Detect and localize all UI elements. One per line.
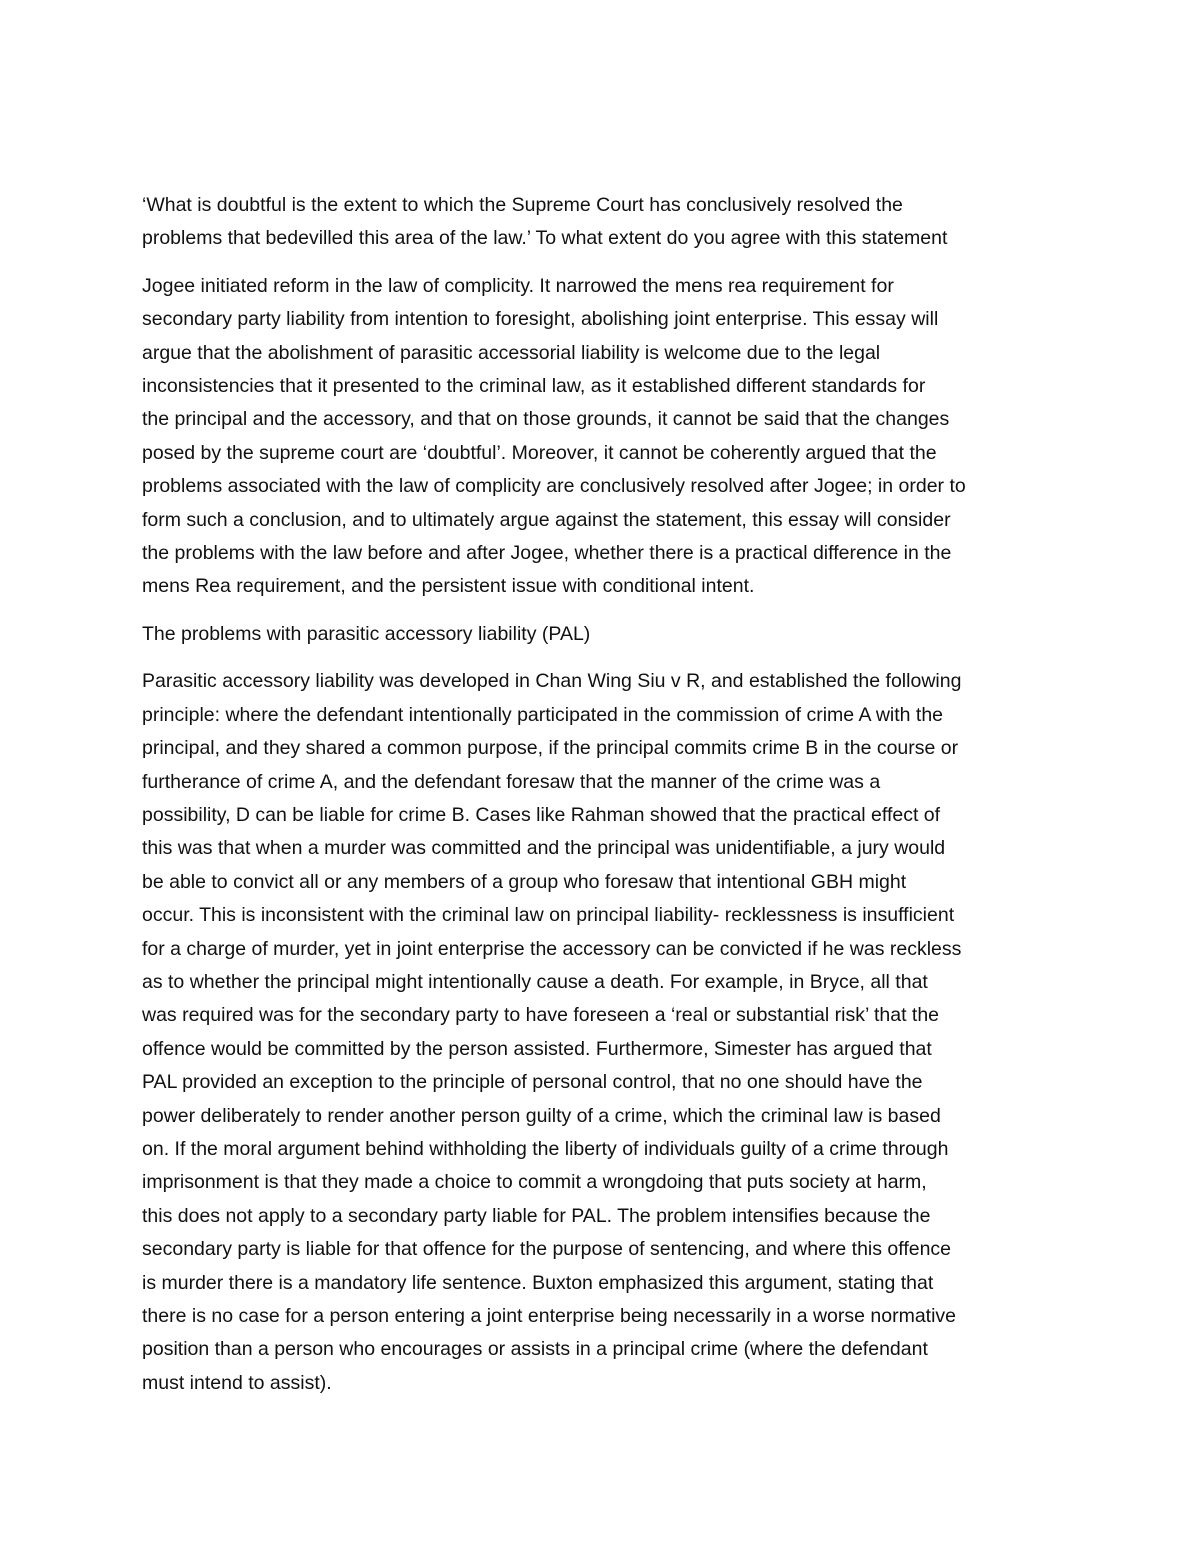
text-line: position than a person who encourages or assists in a principal crime (where the defendant xyxy=(142,1338,928,1361)
text-line: this was that when a murder was committed and the principal was unidentifiable, a jury would xyxy=(142,837,946,860)
text-line: offence would be committed by the person assisted. Furthermore, Simester has argued that xyxy=(142,1037,932,1060)
text-line: argue that the abolishment of parasitic accessorial liability is welcome due to the legal xyxy=(142,341,881,364)
text-line: as to whether the principal might intentionally cause a death. For example, in Bryce, all that xyxy=(142,970,928,993)
text-line: this does not apply to a secondary party liable for PAL. The problem intensifies because the xyxy=(142,1204,931,1227)
text-line: PAL provided an exception to the principle of personal control, that no one should have the xyxy=(142,1071,923,1094)
text-line: power deliberately to render another person guilty of a crime, which the criminal law is based xyxy=(142,1104,941,1127)
document-body xyxy=(142,189,1067,1414)
text-line: imprisonment is that they made a choice to commit a wrongdoing that puts society at harm, xyxy=(142,1171,927,1194)
text-line: Jogee initiated reform in the law of complicity. It narrowed the mens rea requirement for xyxy=(142,274,894,297)
text-line: occur. This is inconsistent with the criminal law on principal liability- recklessness is insufficient xyxy=(142,904,955,927)
text-line: ‘What is doubtful is the extent to which the Supreme Court has conclusively resolved the xyxy=(142,194,903,216)
text-line: secondary party liability from intention to foresight, abolishing joint enterprise. This essay will xyxy=(142,308,939,331)
text-line: there is no case for a person entering a joint enterprise being necessarily in a worse normative xyxy=(142,1305,957,1327)
text-line: posed by the supreme court are ‘doubtful’. Moreover, it cannot be coherently argued that the xyxy=(142,441,937,464)
text-line: secondary party is liable for that offence for the purpose of sentencing, and where this offence xyxy=(142,1238,952,1261)
text-line: was required was for the secondary party to have foreseen a ‘real or substantial risk’ that the xyxy=(142,1004,940,1027)
section-heading: The problems with parasitic accessory liability (PAL) xyxy=(142,622,591,645)
text-line: the problems with the law before and after Jogee, whether there is a practical difference in the xyxy=(142,542,952,565)
text-line: on. If the moral argument behind withholding the liberty of individuals guilty of a crime through xyxy=(142,1137,949,1160)
body-paragraph xyxy=(142,665,1067,1400)
text-line: form such a conclusion, and to ultimately argue against the statement, this essay will consider xyxy=(142,508,951,531)
text-line: the principal and the accessory, and that on those grounds, it cannot be said that the changes xyxy=(142,408,950,431)
text-line: possibility, D can be liable for crime B. Cases like Rahman showed that the practical effect of xyxy=(142,803,941,826)
text-line: be able to convict all or any members of a group who foresaw that intentional GBH might xyxy=(142,870,907,893)
text-line: must intend to assist). xyxy=(142,1371,332,1394)
text-line: for a charge of murder, yet in joint enterprise the accessory can be convicted if he was reckless xyxy=(142,937,962,960)
text-line: Parasitic accessory liability was developed in Chan Wing Siu v R, and established the following xyxy=(142,670,962,693)
text-line: inconsistencies that it presented to the criminal law, as it established different standards for xyxy=(142,375,926,398)
text-line: principle: where the defendant intentionally participated in the commission of crime A with the xyxy=(142,703,944,726)
text-line: furtherance of crime A, and the defendant foresaw that the manner of the crime was a xyxy=(142,770,881,793)
text-line: principal, and they shared a common purpose, if the principal commits crime B in the course or xyxy=(142,737,959,760)
text-line: problems that bedevilled this area of the law.’ To what extent do you agree with this statement xyxy=(142,227,948,250)
essay-prompt xyxy=(142,189,1067,256)
text-line: mens Rea requirement, and the persistent issue with conditional intent. xyxy=(142,575,755,598)
text-line: problems associated with the law of complicity are conclusively resolved after Jogee; in order to xyxy=(142,475,966,498)
text-line: is murder there is a mandatory life sentence. Buxton emphasized this argument, stating that xyxy=(142,1271,934,1294)
intro-paragraph xyxy=(142,270,1067,604)
